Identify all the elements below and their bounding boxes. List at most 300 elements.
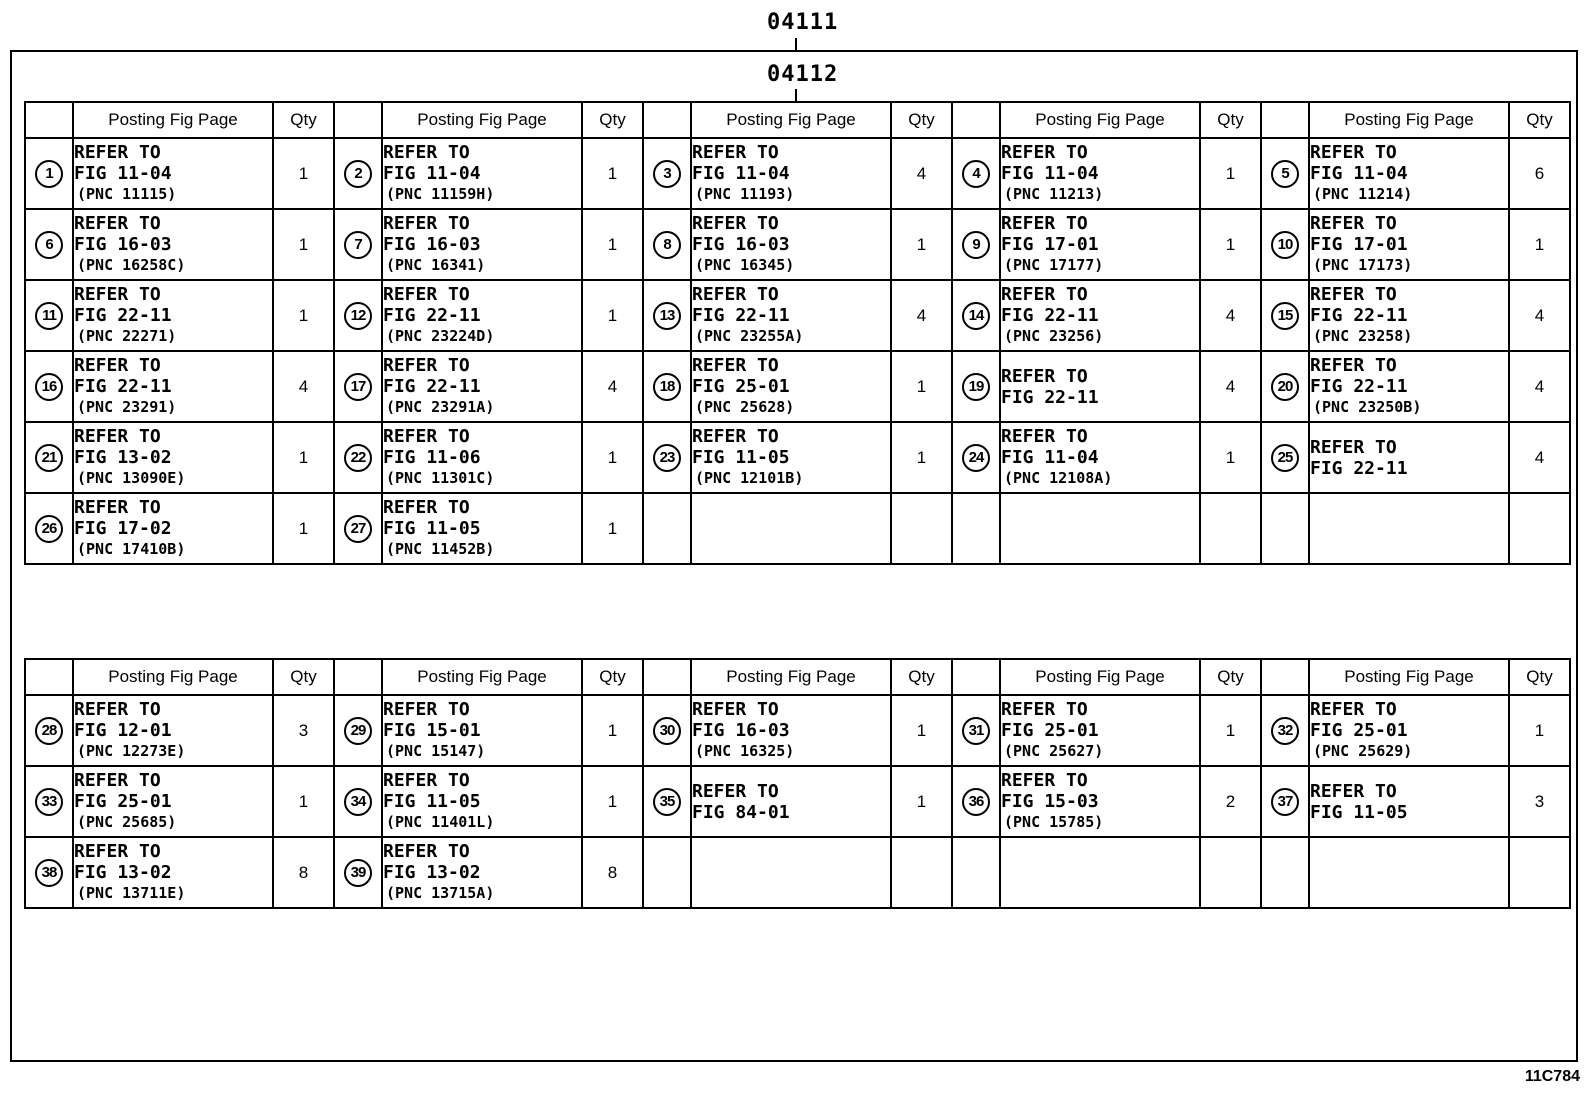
item-number-cell — [334, 837, 382, 908]
item-number-badge: 10 — [1271, 231, 1299, 259]
pnc-code: (PNC 12101B) — [695, 469, 804, 487]
quantity-cell: 4 — [1509, 351, 1570, 422]
pnc-code: (PNC 25628) — [695, 398, 795, 416]
posting-reference-cell — [1000, 209, 1200, 280]
pnc-code: (PNC 23224D) — [386, 327, 495, 345]
refer-to-label: REFER TO — [1001, 213, 1088, 234]
quantity-cell: 1 — [1200, 695, 1261, 766]
quantity-cell: 4 — [891, 138, 952, 209]
posting-reference-cell — [1000, 695, 1200, 766]
refer-to-label: REFER TO — [74, 497, 161, 518]
item-number-badge: 14 — [962, 302, 990, 330]
item-number-badge: 34 — [344, 788, 372, 816]
item-number-badge: 3 — [653, 160, 681, 188]
posting-reference-cell — [73, 209, 273, 280]
figure-reference: FIG 13-02 — [74, 447, 172, 468]
quantity-cell: 8 — [273, 837, 334, 908]
quantity-cell: 1 — [273, 280, 334, 351]
refer-to-label: REFER TO — [383, 699, 470, 720]
header-posting-fig-page: Posting Fig Page — [691, 102, 891, 138]
figure-reference: FIG 15-03 — [1001, 791, 1099, 812]
figure-reference: FIG 13-02 — [383, 862, 481, 883]
figure-reference: FIG 16-03 — [383, 234, 481, 255]
quantity-cell: 1 — [1200, 209, 1261, 280]
posting-reference-cell — [1309, 695, 1509, 766]
quantity-cell — [1509, 493, 1570, 564]
refer-to-label: REFER TO — [692, 426, 779, 447]
figure-reference: FIG 22-11 — [1310, 457, 1408, 479]
posting-reference-cell — [1000, 280, 1200, 351]
item-number-badge: 25 — [1271, 444, 1299, 472]
figure-reference: FIG 11-04 — [383, 163, 481, 184]
pnc-code: (PNC 23291) — [77, 398, 177, 416]
pnc-code: (PNC 23291A) — [386, 398, 495, 416]
quantity-cell: 1 — [891, 422, 952, 493]
table-row — [25, 422, 1570, 493]
header-qty: Qty — [891, 102, 952, 138]
item-number-cell — [25, 695, 73, 766]
header-blank-cell — [334, 659, 382, 695]
posting-reference-cell — [382, 766, 582, 837]
figure-reference: FIG 84-01 — [692, 801, 790, 823]
figure-reference: FIG 22-11 — [1001, 386, 1099, 408]
item-number-cell — [1261, 493, 1309, 564]
refer-to-label: REFER TO — [74, 142, 161, 163]
item-number-cell — [334, 209, 382, 280]
item-number-badge: 31 — [962, 717, 990, 745]
quantity-cell: 1 — [891, 351, 952, 422]
quantity-cell: 3 — [1509, 766, 1570, 837]
item-number-cell — [643, 837, 691, 908]
figure-reference: FIG 15-01 — [383, 720, 481, 741]
posting-reference-cell — [1309, 837, 1509, 908]
item-number-cell — [25, 493, 73, 564]
item-number-cell — [1261, 280, 1309, 351]
pnc-code: (PNC 23255A) — [695, 327, 804, 345]
item-number-badge: 17 — [344, 373, 372, 401]
figure-reference: FIG 11-04 — [1001, 447, 1099, 468]
item-number-cell — [1261, 138, 1309, 209]
figure-reference: FIG 13-02 — [74, 862, 172, 883]
item-number-cell — [334, 422, 382, 493]
item-number-badge: 39 — [344, 859, 372, 887]
refer-to-label: REFER TO — [74, 284, 161, 305]
figure-reference: FIG 22-11 — [383, 305, 481, 326]
header-blank-cell — [1261, 659, 1309, 695]
item-number-cell — [952, 422, 1000, 493]
item-number-cell — [334, 493, 382, 564]
refer-to-label: REFER TO — [1001, 699, 1088, 720]
table-row — [25, 493, 1570, 564]
item-number-cell — [25, 138, 73, 209]
posting-reference-cell — [1309, 138, 1509, 209]
pnc-code: (PNC 17173) — [1313, 256, 1413, 274]
quantity-cell: 1 — [582, 766, 643, 837]
refer-to-label: REFER TO — [383, 770, 470, 791]
header-blank-cell — [25, 102, 73, 138]
item-number-cell — [1261, 351, 1309, 422]
figure-reference: FIG 22-11 — [1001, 305, 1099, 326]
quantity-cell: 8 — [582, 837, 643, 908]
quantity-cell: 6 — [1509, 138, 1570, 209]
item-number-cell — [952, 695, 1000, 766]
posting-reference-cell — [382, 422, 582, 493]
pnc-code: (PNC 11193) — [695, 185, 795, 203]
item-number-badge: 20 — [1271, 373, 1299, 401]
item-number-badge: 37 — [1271, 788, 1299, 816]
item-number-cell — [334, 138, 382, 209]
quantity-cell: 4 — [1200, 351, 1261, 422]
posting-reference-cell — [1309, 209, 1509, 280]
item-number-cell — [25, 837, 73, 908]
refer-to-label: REFER TO — [74, 841, 161, 862]
item-number-cell — [952, 280, 1000, 351]
figure-reference: FIG 11-05 — [383, 791, 481, 812]
refer-to-label: REFER TO — [692, 284, 779, 305]
quantity-cell: 1 — [891, 766, 952, 837]
table-row — [25, 138, 1570, 209]
item-number-badge: 5 — [1271, 160, 1299, 188]
item-number-cell — [1261, 837, 1309, 908]
refer-to-label: REFER TO — [1310, 284, 1397, 305]
item-number-cell — [643, 695, 691, 766]
refer-to-label: REFER TO — [1310, 142, 1397, 163]
posting-reference-cell — [382, 138, 582, 209]
header-qty: Qty — [891, 659, 952, 695]
figure-reference: FIG 22-11 — [1310, 305, 1408, 326]
quantity-cell: 3 — [273, 695, 334, 766]
posting-reference-cell — [73, 422, 273, 493]
item-number-badge: 8 — [653, 231, 681, 259]
pnc-code: (PNC 11159H) — [386, 185, 495, 203]
item-number-badge: 29 — [344, 717, 372, 745]
pnc-code: (PNC 25629) — [1313, 742, 1413, 760]
refer-to-label: REFER TO — [692, 213, 779, 234]
item-number-cell — [952, 493, 1000, 564]
refer-to-label: REFER TO — [74, 213, 161, 234]
refer-to-label: REFER TO — [1310, 699, 1397, 720]
figure-reference: FIG 11-04 — [1001, 163, 1099, 184]
item-number-badge: 18 — [653, 373, 681, 401]
item-number-badge: 23 — [653, 444, 681, 472]
posting-reference-cell — [382, 695, 582, 766]
item-number-badge: 13 — [653, 302, 681, 330]
item-number-badge: 36 — [962, 788, 990, 816]
posting-reference-cell — [73, 493, 273, 564]
posting-reference-cell — [73, 766, 273, 837]
item-number-cell — [1261, 422, 1309, 493]
quantity-cell — [891, 837, 952, 908]
posting-reference-cell — [691, 422, 891, 493]
item-number-badge: 28 — [35, 717, 63, 745]
figure-reference: FIG 22-11 — [74, 305, 172, 326]
item-number-badge: 26 — [35, 515, 63, 543]
refer-to-label: REFER TO — [1001, 142, 1088, 163]
item-number-cell — [643, 209, 691, 280]
refer-to-label: REFER TO — [74, 355, 161, 376]
refer-to-label: REFER TO — [383, 355, 470, 376]
table-row — [25, 837, 1570, 908]
header-posting-fig-page: Posting Fig Page — [73, 659, 273, 695]
header-posting-fig-page: Posting Fig Page — [382, 102, 582, 138]
pnc-code: (PNC 11401L) — [386, 813, 495, 831]
item-number-badge: 38 — [35, 859, 63, 887]
pnc-code: (PNC 11115) — [77, 185, 177, 203]
item-number-cell — [643, 422, 691, 493]
refer-to-label: REFER TO — [1001, 770, 1088, 791]
posting-reference-cell — [1309, 422, 1509, 493]
item-number-badge: 1 — [35, 160, 63, 188]
pnc-code: (PNC 17177) — [1004, 256, 1104, 274]
refer-to-label: REFER TO — [74, 699, 161, 720]
quantity-cell: 4 — [1200, 280, 1261, 351]
posting-reference-cell — [691, 351, 891, 422]
figure-reference: FIG 11-05 — [1310, 801, 1408, 823]
figure-reference: FIG 16-03 — [692, 720, 790, 741]
quantity-cell: 1 — [582, 280, 643, 351]
refer-to-label: REFER TO — [383, 213, 470, 234]
header-posting-fig-page: Posting Fig Page — [691, 659, 891, 695]
header-blank-cell — [952, 659, 1000, 695]
refer-to-label: REFER TO — [74, 770, 161, 791]
posting-reference-cell — [382, 493, 582, 564]
header-blank-cell — [1261, 102, 1309, 138]
quantity-cell: 4 — [273, 351, 334, 422]
quantity-cell: 1 — [273, 493, 334, 564]
refer-to-label: REFER TO — [383, 142, 470, 163]
pnc-code: (PNC 12273E) — [77, 742, 186, 760]
item-number-badge: 7 — [344, 231, 372, 259]
figure-reference: FIG 22-11 — [1310, 376, 1408, 397]
item-number-badge: 27 — [344, 515, 372, 543]
header-posting-fig-page: Posting Fig Page — [1000, 102, 1200, 138]
item-number-cell — [643, 280, 691, 351]
quantity-cell — [891, 493, 952, 564]
item-number-cell — [334, 695, 382, 766]
posting-reference-cell — [1000, 493, 1200, 564]
posting-reference-cell — [1000, 351, 1200, 422]
posting-reference-cell — [73, 280, 273, 351]
refer-to-label: REFER TO — [1001, 426, 1088, 447]
item-number-badge: 15 — [1271, 302, 1299, 330]
quantity-cell: 4 — [891, 280, 952, 351]
refer-to-label: REFER TO — [692, 699, 779, 720]
figure-reference: FIG 16-03 — [692, 234, 790, 255]
refer-to-label: REFER TO — [1310, 780, 1397, 802]
quantity-cell: 1 — [273, 209, 334, 280]
figure-reference: FIG 11-06 — [383, 447, 481, 468]
item-number-badge: 19 — [962, 373, 990, 401]
item-number-cell — [334, 280, 382, 351]
posting-reference-cell — [73, 351, 273, 422]
header-posting-fig-page: Posting Fig Page — [73, 102, 273, 138]
pnc-code: (PNC 13090E) — [77, 469, 186, 487]
header-qty: Qty — [582, 659, 643, 695]
posting-reference-cell — [1000, 766, 1200, 837]
quantity-cell: 1 — [1200, 422, 1261, 493]
quantity-cell: 1 — [582, 422, 643, 493]
pnc-code: (PNC 11301C) — [386, 469, 495, 487]
item-number-cell — [25, 766, 73, 837]
figure-reference: FIG 11-05 — [692, 447, 790, 468]
figure-reference: FIG 12-01 — [74, 720, 172, 741]
figure-code: 11C784 — [1524, 1068, 1580, 1085]
quantity-cell: 4 — [1509, 422, 1570, 493]
quantity-cell: 4 — [1509, 280, 1570, 351]
pnc-code: (PNC 16258C) — [77, 256, 186, 274]
item-number-cell — [334, 766, 382, 837]
quantity-cell: 1 — [1200, 138, 1261, 209]
header-qty: Qty — [1509, 659, 1570, 695]
pnc-code: (PNC 15785) — [1004, 813, 1104, 831]
item-number-cell — [952, 837, 1000, 908]
header-posting-fig-page: Posting Fig Page — [1000, 659, 1200, 695]
pnc-code: (PNC 23250B) — [1313, 398, 1422, 416]
quantity-cell: 1 — [273, 422, 334, 493]
figure-reference: FIG 25-01 — [692, 376, 790, 397]
figure-reference: FIG 11-04 — [74, 163, 172, 184]
pnc-code: (PNC 23258) — [1313, 327, 1413, 345]
quantity-cell: 1 — [582, 138, 643, 209]
quantity-cell — [1200, 493, 1261, 564]
pnc-code: (PNC 11452B) — [386, 540, 495, 558]
pnc-code: (PNC 23256) — [1004, 327, 1104, 345]
header-qty: Qty — [1509, 102, 1570, 138]
item-number-cell — [952, 209, 1000, 280]
posting-reference-cell — [1309, 766, 1509, 837]
figure-reference: FIG 22-11 — [383, 376, 481, 397]
item-number-cell — [643, 351, 691, 422]
quantity-cell — [1509, 837, 1570, 908]
figure-reference: FIG 11-04 — [692, 163, 790, 184]
item-number-cell — [1261, 695, 1309, 766]
item-number-badge: 11 — [35, 302, 63, 330]
item-number-badge: 21 — [35, 444, 63, 472]
item-number-cell — [25, 351, 73, 422]
posting-reference-cell — [73, 138, 273, 209]
pnc-code: (PNC 13715A) — [386, 884, 495, 902]
figure-reference: FIG 22-11 — [74, 376, 172, 397]
quantity-cell: 1 — [891, 695, 952, 766]
header-qty: Qty — [1200, 659, 1261, 695]
header-row — [25, 102, 1570, 138]
quantity-cell: 4 — [582, 351, 643, 422]
item-number-badge: 12 — [344, 302, 372, 330]
item-number-cell — [643, 493, 691, 564]
quantity-cell: 1 — [891, 209, 952, 280]
figure-reference: FIG 17-01 — [1001, 234, 1099, 255]
header-blank-cell — [952, 102, 1000, 138]
refer-to-label: REFER TO — [383, 497, 470, 518]
item-number-badge: 24 — [962, 444, 990, 472]
refer-to-label: REFER TO — [74, 426, 161, 447]
item-number-badge: 9 — [962, 231, 990, 259]
pnc-code: (PNC 15147) — [386, 742, 486, 760]
posting-reference-cell — [1309, 351, 1509, 422]
quantity-cell — [1200, 837, 1261, 908]
quantity-cell: 2 — [1200, 766, 1261, 837]
item-number-badge: 33 — [35, 788, 63, 816]
pnc-code: (PNC 16341) — [386, 256, 486, 274]
figure-reference: FIG 17-02 — [74, 518, 172, 539]
table-body — [25, 659, 1570, 908]
refer-to-label: REFER TO — [692, 355, 779, 376]
posting-reference-cell — [691, 493, 891, 564]
item-number-cell — [643, 138, 691, 209]
item-number-cell — [25, 422, 73, 493]
header-blank-cell — [643, 102, 691, 138]
posting-reference-cell — [691, 695, 891, 766]
header-qty: Qty — [1200, 102, 1261, 138]
item-number-badge: 22 — [344, 444, 372, 472]
header-blank-cell — [334, 102, 382, 138]
refer-to-label: REFER TO — [692, 142, 779, 163]
header-posting-fig-page: Posting Fig Page — [1309, 659, 1509, 695]
posting-reference-cell — [691, 280, 891, 351]
refer-to-label: REFER TO — [1310, 213, 1397, 234]
table-body — [25, 102, 1570, 564]
table-row — [25, 209, 1570, 280]
leader-line-mid — [795, 89, 797, 101]
quantity-cell: 1 — [273, 138, 334, 209]
item-number-cell — [643, 766, 691, 837]
refer-to-label: REFER TO — [383, 841, 470, 862]
item-number-badge: 30 — [653, 717, 681, 745]
header-qty: Qty — [273, 102, 334, 138]
pnc-code: (PNC 25627) — [1004, 742, 1104, 760]
figure-reference: FIG 25-01 — [1310, 720, 1408, 741]
quantity-cell: 1 — [582, 209, 643, 280]
posting-reference-cell — [1309, 493, 1509, 564]
figure-reference: FIG 17-01 — [1310, 234, 1408, 255]
posting-reference-cell — [691, 138, 891, 209]
posting-reference-cell — [382, 280, 582, 351]
refer-to-label: REFER TO — [1310, 355, 1397, 376]
item-number-cell — [1261, 209, 1309, 280]
assembly-code-04112: 04112 — [767, 62, 839, 87]
quantity-cell: 1 — [1509, 209, 1570, 280]
header-qty: Qty — [582, 102, 643, 138]
refer-to-label: REFER TO — [1001, 365, 1088, 387]
posting-reference-cell — [1309, 280, 1509, 351]
item-number-badge: 35 — [653, 788, 681, 816]
item-number-cell — [25, 280, 73, 351]
figure-reference: FIG 11-05 — [383, 518, 481, 539]
item-number-badge: 4 — [962, 160, 990, 188]
header-posting-fig-page: Posting Fig Page — [1309, 102, 1509, 138]
refer-to-label: REFER TO — [383, 426, 470, 447]
item-number-cell — [952, 138, 1000, 209]
header-blank-cell — [25, 659, 73, 695]
item-number-cell — [334, 351, 382, 422]
quantity-cell: 1 — [582, 493, 643, 564]
pnc-code: (PNC 25685) — [77, 813, 177, 831]
posting-reference-cell — [1000, 837, 1200, 908]
pnc-code: (PNC 11214) — [1313, 185, 1413, 203]
posting-reference-cell — [1000, 422, 1200, 493]
table-row — [25, 766, 1570, 837]
header-blank-cell — [643, 659, 691, 695]
table-row — [25, 351, 1570, 422]
assembly-code-04111: 04111 — [767, 10, 839, 35]
pnc-code: (PNC 16345) — [695, 256, 795, 274]
item-number-badge: 16 — [35, 373, 63, 401]
header-row — [25, 659, 1570, 695]
quantity-cell: 1 — [273, 766, 334, 837]
figure-reference: FIG 11-04 — [1310, 163, 1408, 184]
refer-to-label: REFER TO — [1310, 436, 1397, 458]
pnc-code: (PNC 16325) — [695, 742, 795, 760]
